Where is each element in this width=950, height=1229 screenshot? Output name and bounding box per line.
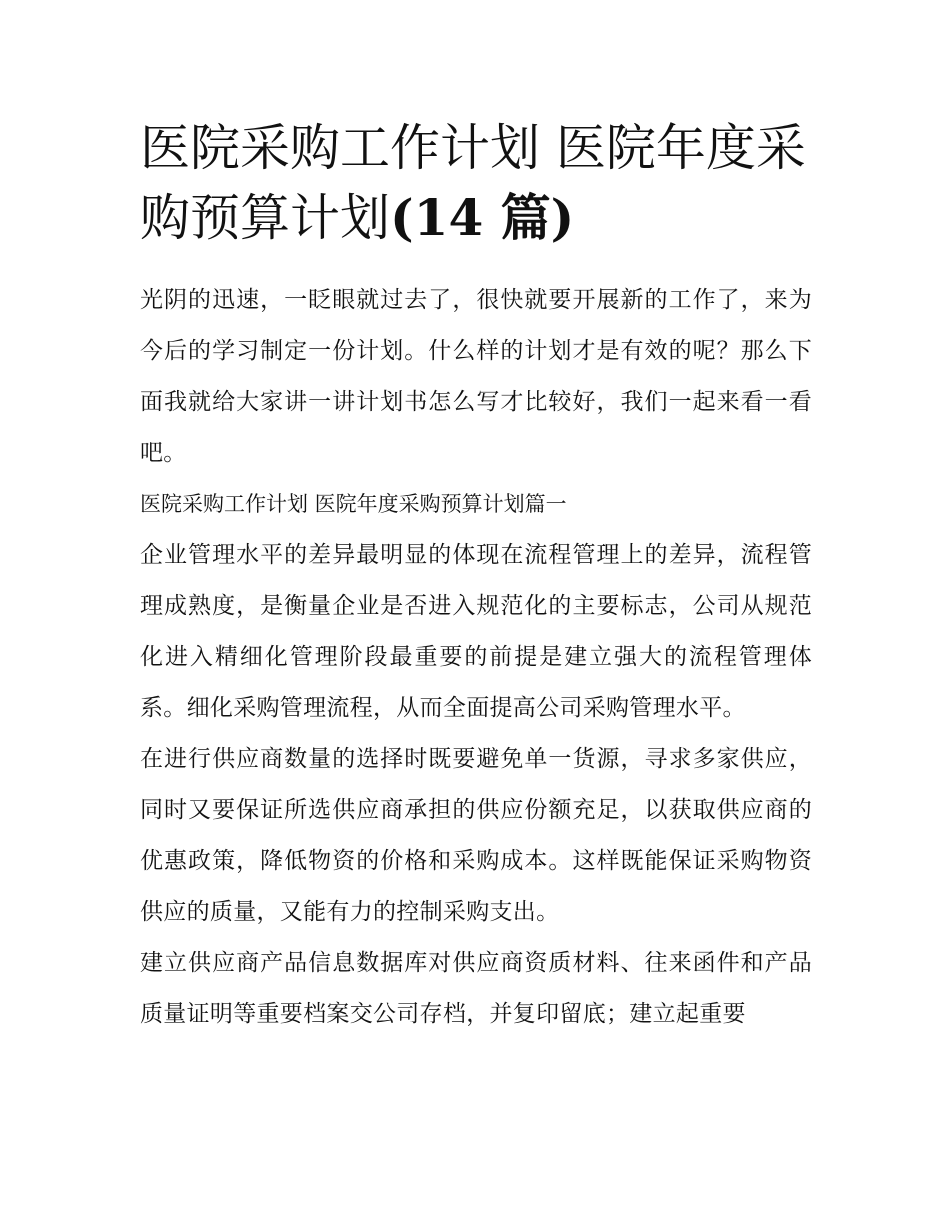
title-main: 医院采购工作计划 医院年度采购预算计划 xyxy=(140,119,806,247)
document-body xyxy=(140,113,812,1040)
section-heading: 医院采购工作计划 医院年度采购预算计划篇一 xyxy=(140,492,567,516)
title-suffix: (14 篇) xyxy=(390,188,575,247)
section-paragraph-2: 在进行供应商数量的选择时既要避免单一货源，寻求多家供应，同时又要保证所选供应商承担的供应份额充足，以获取供应商的优惠政策，降低物资的价格和采购成本。这样既能保证采购物资供应的质量，又能有力的控制采购支出。 xyxy=(140,746,812,925)
document-title xyxy=(140,113,812,253)
section-paragraph-1: 企业管理水平的差异最明显的体现在流程管理上的差异，流程管理成熟度，是衡量企业是否进入规范化的主要标志，公司从规范化进入精细化管理阶段最重要的前提是建立强大的流程管理体系。细化采购管理流程，从而全面提高公司采购管理水平。 xyxy=(140,542,812,721)
intro-paragraph: 光阴的迅速，一眨眼就过去了，很快就要开展新的工作了，来为今后的学习制定一份计划。什么样的计划才是有效的呢？那么下面我就给大家讲一讲计划书怎么写才比较好，我们一起来看一看吧。 xyxy=(140,287,812,466)
section-paragraph-3: 建立供应商产品信息数据库对供应商资质材料、往来函件和产品质量证明等重要档案交公司存档，并复印留底；建立起重要 xyxy=(140,950,812,1027)
